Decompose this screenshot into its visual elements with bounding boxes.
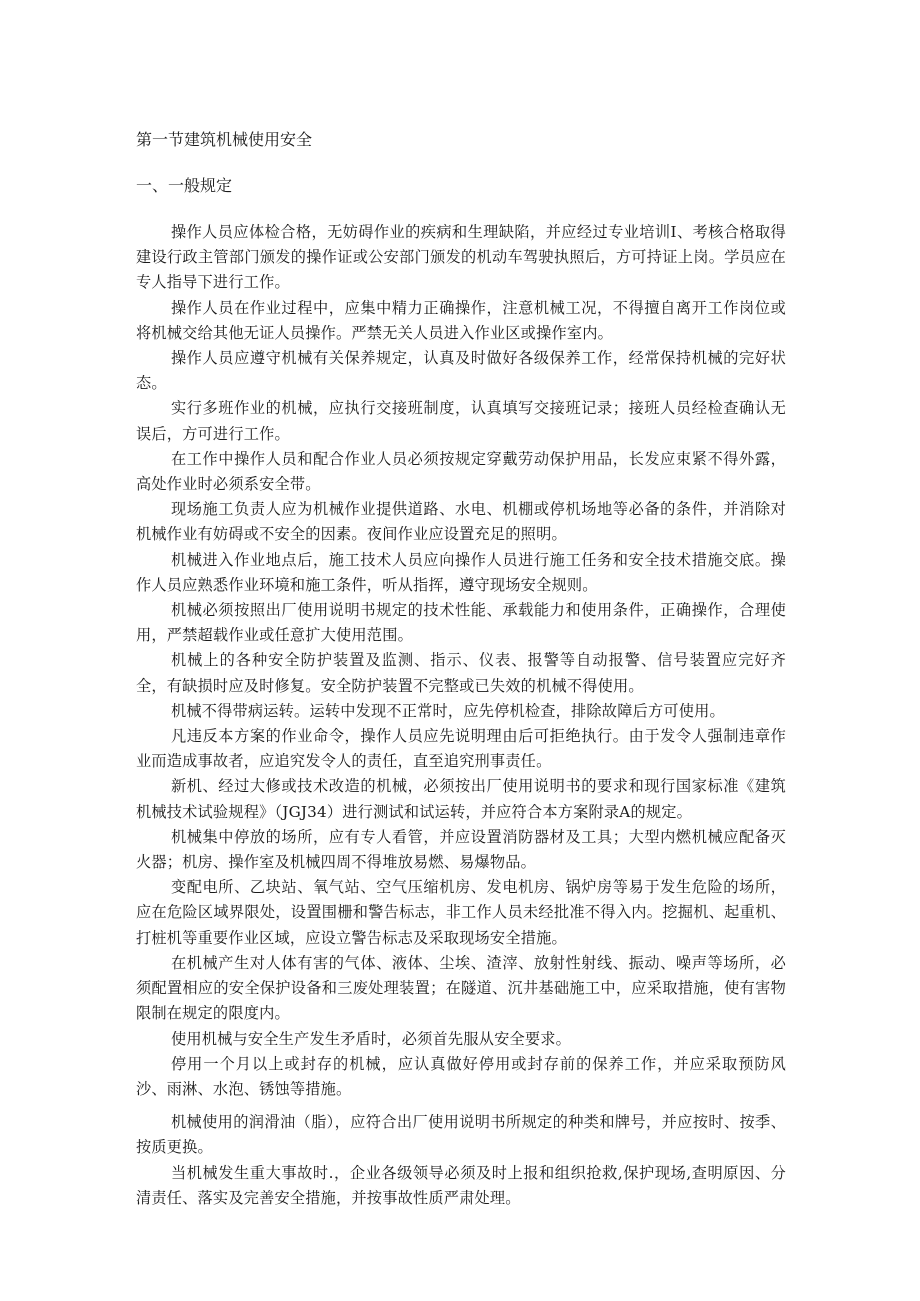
paragraph: 在工作中操作人员和配合作业人员必须按规定穿戴劳动保护用品，长发应束紧不得外露，高处作业时必须系安全带。 bbox=[136, 449, 786, 494]
paragraph: 在机械产生对人体有害的气体、液体、尘埃、渣滓、放射性射线、振动、噪声等场所，必须配置相应的安全保护设备和三废处理装置；在隧道、沉井基础施工中，应采取措施，使有害物限制在规定的限度内。 bbox=[136, 953, 786, 1023]
paragraph: 凡违反本方案的作业命令，操作人员应先说明理由后可拒绝执行。由于发令人强制违章作业而造成事故者，应追究发令人的责任，直至追究刑事责任。 bbox=[136, 727, 786, 771]
paragraph: 机械上的各种安全防护装置及监测、指示、仪表、报警等自动报警、信号装置应完好齐全，有缺损时应及时修复。安全防护装置不完整或已失效的机械不得使用。 bbox=[136, 651, 786, 695]
paragraph: 机械不得带病运转。运转中发现不正常时，应先停机检查，排除故障后方可使用。 bbox=[170, 701, 725, 720]
sub-title: 一、一般规定 bbox=[136, 176, 233, 195]
paragraph: 操作人员应遵守机械有关保养规定，认真及时做好各级保养工作，经常保持机械的完好状态。 bbox=[136, 349, 786, 393]
paragraph: 变配电所、乙块站、氧气站、空气压缩机房、发电机房、锅炉房等易于发生危险的场所，应在危险区域界限处，设置围栅和警告标志，非工作人员未经批准不得入内。挖掘机、起重机、打桩机等重要作业区域，应设立警告标志及采取现场安全措施。 bbox=[136, 878, 786, 947]
paragraph-list bbox=[136, 220, 786, 1211]
paragraph: 机械进入作业地点后，施工技术人员应向操作人员进行施工任务和安全技术措施交底。操作人员应熟悉作业环境和施工条件，听从指挥，遵守现场安全规则。 bbox=[136, 550, 786, 594]
paragraph: 实行多班作业的机械，应执行交接班制度，认真填写交接班记录；接班人员经检查确认无误后，方可进行工作。 bbox=[136, 399, 786, 443]
paragraph: 使用机械与安全生产发生矛盾时，必须首先服从安全要求。 bbox=[170, 1029, 572, 1048]
paragraph: 停用一个月以上或封存的机械，应认真做好停用或封存前的保养工作，并应采取预防风沙、雨淋、水泡、锈蚀等措施。 bbox=[136, 1054, 786, 1098]
paragraph: 机械集中停放的场所，应有专人看管，并应设置消防器材及工具；大型内燃机械应配备灭火器；机房、操作室及机械四周不得堆放易燃、易爆物品。 bbox=[136, 827, 786, 872]
paragraph: 操作人员应体检合格，无妨碍作业的疾病和生理缺陷，并应经过专业培训I、考核合格取得建设行政主管部门颁发的操作证或公安部门颁发的机动车驾驶执照后，方可持证上岗。学员应在专人指导下进行工作。 bbox=[136, 223, 786, 292]
document-page bbox=[136, 128, 786, 1211]
paragraph: 当机械发生重大事故时.，企业各级领导必须及时上报和组织抢救,保护现场,查明原因、分清责任、落实及完善安全措施，并按事故性质严肃处理。 bbox=[136, 1163, 786, 1207]
paragraph: 操作人员在作业过程中，应集中精力正确操作，注意机械工况，不得擅自离开工作岗位或将机械交给其他无证人员操作。严禁无关人员进入作业区或操作室内。 bbox=[136, 298, 786, 342]
paragraph: 新机、经过大修或技术改造的机械，必须按出厂使用说明书的要求和现行国家标准《建筑机械技术试验规程》（JGJ34）进行测试和试运转，并应符合本方案附录A的规定。 bbox=[136, 777, 786, 821]
paragraph: 机械必须按照出厂使用说明书规定的技术性能、承载能力和使用条件，正确操作，合理使用，严禁超载作业或任意扩大使用范围。 bbox=[136, 601, 786, 645]
section-title: 第一节建筑机械使用安全 bbox=[136, 130, 313, 149]
paragraph: 机械使用的润滑油（脂），应符合出厂使用说明书所规定的种类和牌号，并应按时、按季、按质更换。 bbox=[136, 1113, 786, 1157]
paragraph: 现场施工负责人应为机械作业提供道路、水电、机棚或停机场地等必备的条件，并消除对机械作业有妨碍或不安全的因素。夜间作业应设置充足的照明。 bbox=[136, 500, 786, 544]
